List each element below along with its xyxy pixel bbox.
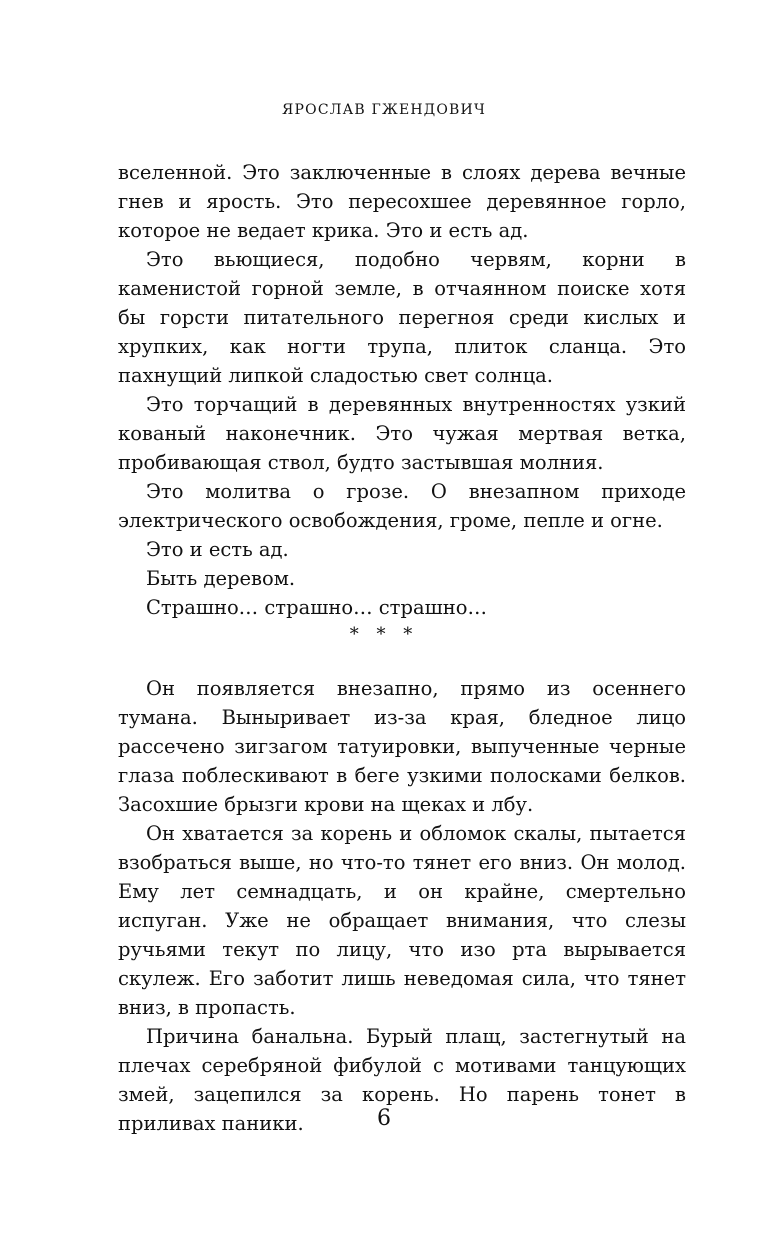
paragraph: Он появляется внезапно, прямо из осеннего тумана. Выныривает из-за края, бледное лицо рассечено зигзагом татуировки, выпученные черные глаза поблескивают в беге узкими полосками белков. Засохшие брызги крови на щеках и лбу.: [118, 677, 686, 816]
running-title: ЯРОСЛАВ ГЖЕНДОВИЧ: [282, 102, 486, 118]
section-separator: * * *: [349, 624, 419, 645]
paragraph: Это вьющиеся, подобно червям, корни в каменистой горной земле, в отчаянном поиске хотя бы горсти питательного перегноя среди кислых и хрупких, как ногти трупа, плиток сланца. Это пахнущий липкой сладостью свет солнца.: [118, 248, 686, 387]
paragraph: Это молитва о грозе. О внезапном приходе электрического освобождения, громе, пепле и огне.: [118, 480, 686, 532]
paragraph: Это и есть ад.: [146, 538, 289, 561]
paragraph: Страшно… страшно… страшно…: [146, 596, 487, 619]
paragraph: Причина банальна. Бурый плащ, застегнутый на плечах серебряной фибулой с мотивами танцующих змей, зацепился за корень. Но парень тонет в приливах паники.: [118, 1025, 686, 1135]
paragraph: Он хватается за корень и обломок скалы, пытается взобраться выше, но что-то тянет его вниз. Он молод. Ему лет семнадцать, и он крайне, смертельно испуган. Уже не обращает внимания, что слезы ручьями текут по лицу, что изо рта вырывается скулеж. Его заботит лишь неведомая сила, что тянет вниз, в пропасть.: [118, 822, 686, 1019]
page-number: 6: [377, 1106, 391, 1131]
text-section-1: [118, 158, 686, 622]
paragraph: вселенной. Это заключенные в слоях дерева вечные гнев и ярость. Это пересохшее деревянное горло, которое не ведает крика. Это и есть ад.: [118, 161, 686, 242]
text-section-2: [118, 674, 686, 1138]
paragraph: Это торчащий в деревянных внутренностях узкий кованый наконечник. Это чужая мертвая ветка, пробивающая ствол, будто застывшая молния.: [118, 393, 686, 474]
paragraph: Быть деревом.: [146, 567, 296, 590]
